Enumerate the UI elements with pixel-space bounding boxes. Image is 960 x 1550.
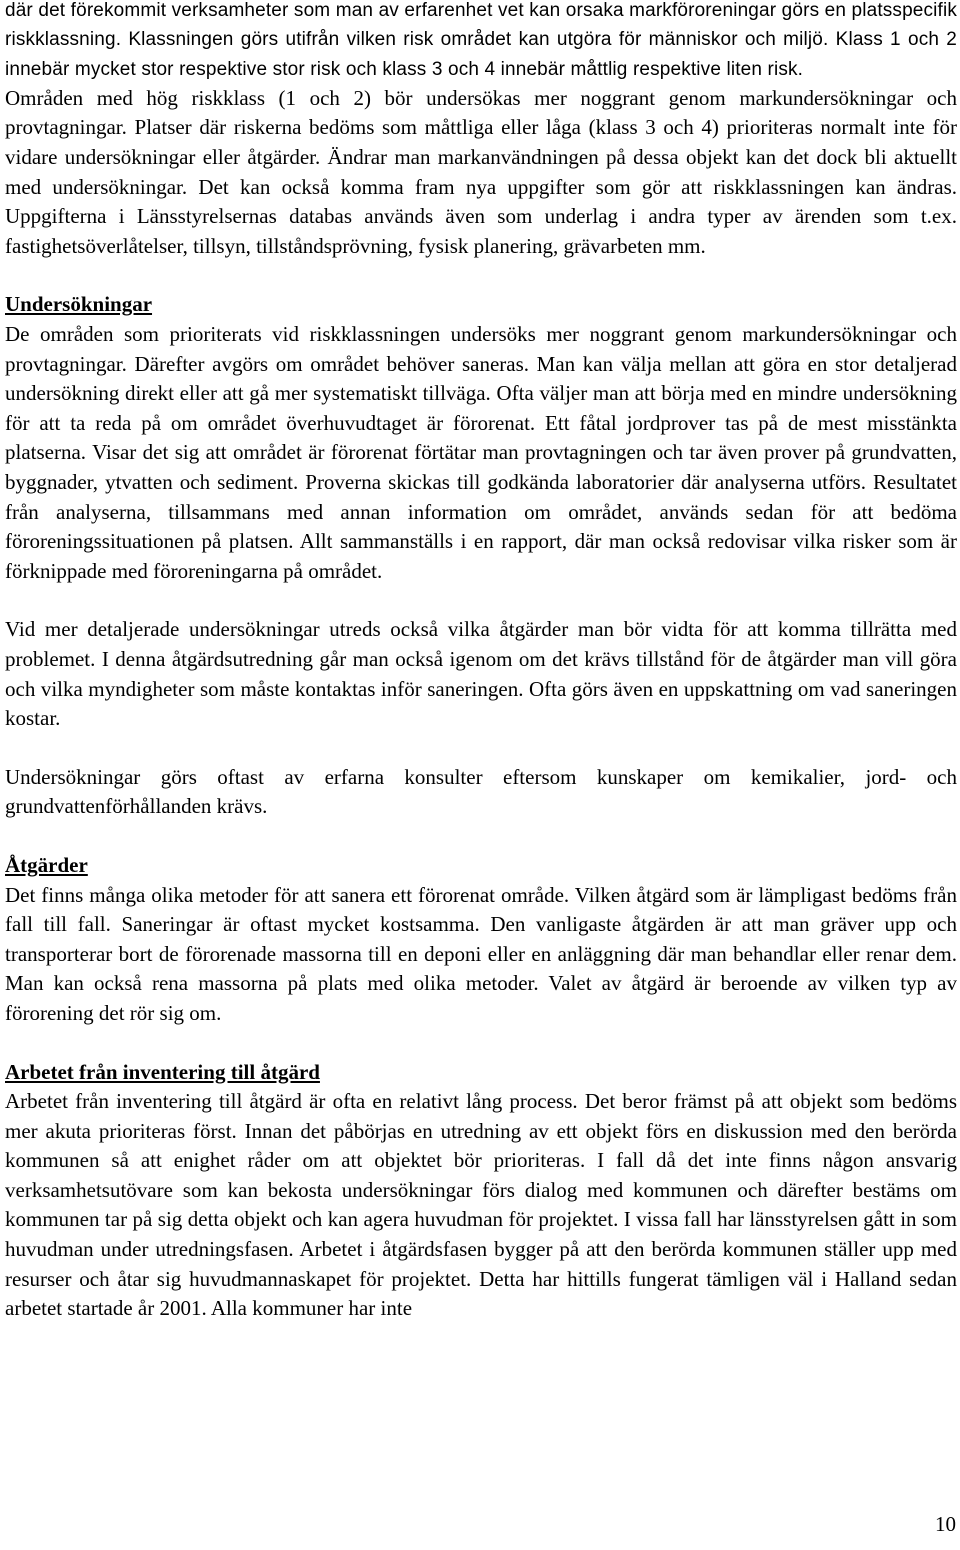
- page-number: 10: [935, 1512, 956, 1536]
- paragraph-arbetet-1: Arbetet från inventering till åtgärd är ofta en relativt lång process. Det beror främst på att objekt som bedöms mer akuta prioriteras först. Innan det påbörjas en utredning av ett objekt förs en diskussion med den berörda kommunen så att enighet råder om att objektet bör prioriteras. I fall då det inte finns någon ansvarig verksamhetsutövare som kan bekosta undersökningar förs dialog med kommunen och därefter bestäms om kommunen tar på sig detta objekt och kan agera huvudman för projektet. I vissa fall har länsstyrelsen gått in som huvudman under utredningsfasen. Arbetet i åtgärdsfasen bygger på att den berörda kommunen ställer upp med resurser och åtar sig huvudmannaskapet för projektet. Detta har hittills fungerat tämligen väl i Halland sedan arbetet startade år 2001. Alla kommuner har inte: [5, 1089, 957, 1321]
- paragraph-undersokningar-3: Undersökningar görs oftast av erfarna konsulter eftersom kunskaper om kemikalier, jord- och grundvattenförhållanden krävs.: [5, 764, 957, 819]
- paragraph-undersokningar-2: Vid mer detaljerade undersökningar utreds också vilka åtgärder man bör vidta för att komma tillrätta med problemet. I denna åtgärdsutredning går man också igenom om det krävs tillstånd för de åtgärder man vill göra och vilka myndigheter som måste kontaktas inför saneringen. Ofta görs även en uppskattning om vad saneringen kostar.: [5, 617, 957, 731]
- intro-paragraph-serif: Områden med hög riskklass (1 och 2) bör undersökas mer noggrant genom markundersökningar och provtagningar. Platser där riskerna bedöms som måttliga eller låga (klass 3 och 4) prioriteras normalt inte för vidare undersökningar eller åtgärder. Ändrar man markanvändningen på dessa objekt kan det dock bli aktuellt med undersökningar. Det kan också komma fram nya uppgifter som gör att riskklassningen kan ändras. Uppgifterna i Länsstyrelsernas databas används även som underlag i andra typer av ärenden som t.ex. fastighetsöverlåtelser, tillsyn, tillståndsprövning, fysisk planering, grävarbeten mm.: [5, 85, 957, 258]
- section-heading-undersokningar: Undersökningar: [5, 292, 153, 317]
- paragraph-undersokningar-1: De områden som prioriterats vid riskklassningen undersöks mer noggrant genom markundersökningar och provtagningar. Därefter avgörs om området behöver saneras. Man kan välja mellan att göra en stor detaljerad undersökning direkt eller att gå mer systematiskt tillväga. Ofta väljer man att börja med en mindre undersökning för att ta reda på om området överhuvudtaget är förorenat. Ett fåtal jordprover tas på de mest misstänkta platserna. Visar det sig att området är förorenat förtätar man provtagningen och tar även prover på grundvatten, byggnader, ytvatten och sediment. Proverna skickas till godkända laboratorier där analyserna utförs. Resultatet från analyserna, tillsammans med annan information om området, används sedan för att bedöma föroreningssituationen på platsen. Allt sammanställs i en rapport, där man också redovisar vilka risker som är förknippade med föroreningarna på området.: [5, 322, 957, 583]
- section-heading-atgarder: Åtgärder: [5, 852, 88, 877]
- paragraph-atgarder-1: Det finns många olika metoder för att sanera ett förorenat område. Vilken åtgärd som är lämpligast bedöms från fall till fall. Saneringar är oftast mycket kostsamma. Den vanligaste åtgärden är att man gräver upp och transporterar bort de förorenade massorna till en deponi eller en anläggning där man behandlar eller renar dem. Man kan också rena massorna på plats med olika metoder. Valet av åtgärd är beroende av vilken typ av förorening det rör sig om.: [5, 882, 957, 1025]
- intro-paragraph-sans: där det förekommit verksamheter som man av erfarenhet vet kan orsaka markföroreningar görs en platsspecifik riskklassning. Klassningen görs utifrån vilken risk området kan utgöra för människor och miljö. Klass 1 och 2 innebär mycket stor respektive stor risk och klass 3 och 4 innebär måttlig respektive liten risk.: [5, 0, 957, 80]
- section-heading-arbetet: Arbetet från inventering till åtgärd: [5, 1059, 320, 1084]
- document-page: [5, 0, 957, 1324]
